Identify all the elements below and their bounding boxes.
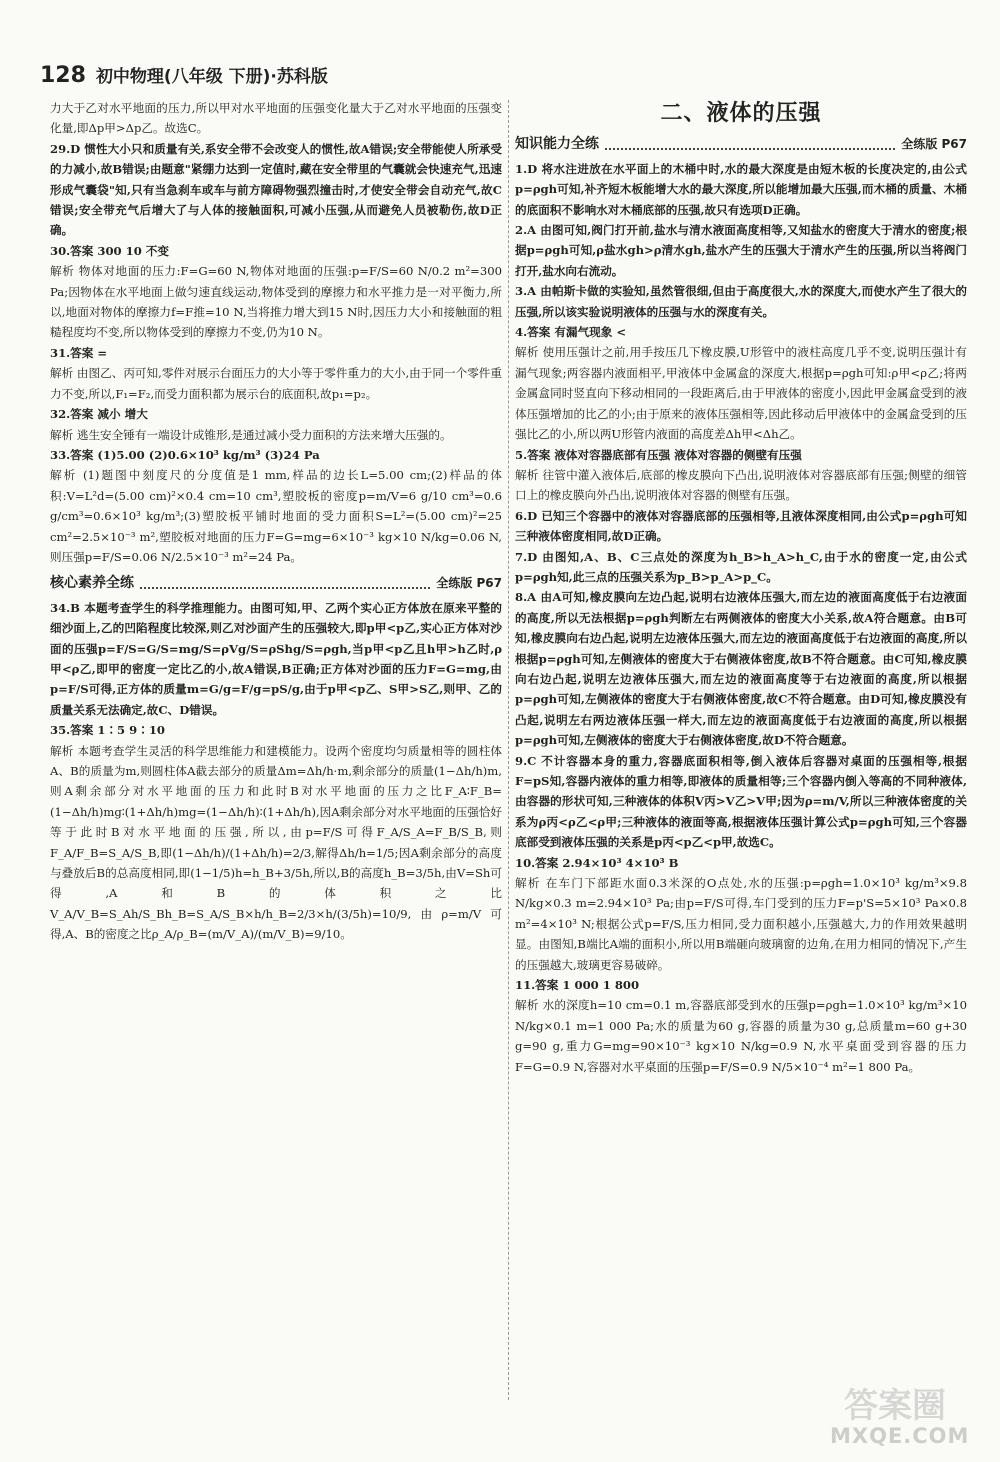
- solution-text: 解析 使用压强计之前,用手按压几下橡皮膜,U形管中的液柱高度几乎不变,说明压强计有漏气现象;两容器内液面相平,甲液体中金属盒的深度大,根据p=ρgh可知:ρ甲<ρ乙;将两金属盒同时竖直向下移动相同的一段距离后,由于甲液体的密度小,因此甲金属盒受到的液体压强增加的比乙的小;由于原来的液体压强相等,因此移动后甲液体中的金属盒受到的压强比乙的小,所以两U形管内液面的高度差Δh甲<Δh乙。: [515, 345, 967, 442]
- question-answer: 32.答案 减小 增大: [50, 407, 148, 422]
- question-answer: 34.B 本题考查学生的科学推理能力。由图可知,甲、乙两个实心正方体放在原来平整的细沙面上,乙的凹陷程度比较深,则乙对沙面产生的压强较大,即p甲<p乙,实心正方体对沙面的压强p=F/S=G/S=mg/S=ρVg/S=ρShg/S=ρgh,当p甲<p乙且h甲>h乙时,ρ甲<ρ乙,即甲的密度一定比乙的小,故A错误,B正确;正方体对沙面的压力F=G=mg,由p=F/S可得,正方体的质量m=G/g=F/g=pS/g,由于p甲<p乙、S甲>S乙,则甲、乙的质量关系无法确定,故C、D错误。: [50, 600, 502, 717]
- question-answer: 6.D 已知三个容器中的液体对容器底部的压强相等,且液体深度相同,由公式p=ρgh可知三种液体密度相同,故D正确。: [515, 508, 967, 544]
- solution-text: 解析 逃生安全锤有一端设计成锥形,是通过减小受力面积的方法来增大压强的。: [50, 427, 452, 442]
- watermark-logo: [828, 1378, 978, 1450]
- question-answer: 11.答案 1 000 1 800: [515, 978, 640, 993]
- watermark-icon: 答案圈: [844, 1386, 946, 1426]
- section-page-ref: 全练版 P67: [436, 576, 502, 591]
- book-title: 初中物理(八年级 下册)·苏科版: [95, 67, 328, 87]
- watermark-text: MXQE.COM: [830, 1424, 970, 1448]
- solution-text: 解析 本题考查学生灵活的科学思维能力和建模能力。设两个密度均匀质量相等的圆柱体A、B的质量为m,则圆柱体A截去部分的质量Δm=Δh/h·m,剩余部分的质量(1−Δh/h)m,则A剩余部分对水平地面的压力和此时B对水平地面的压力之比F_A∶F_B=(1−Δh/h)mg∶(1+Δh/h)mg=(1−Δh/h)∶(1+Δh/h),因A剩余部分对水平地面的压强恰好等于此时B对水平地面的压强,所以,由p=F/S可得F_A/S_A=F_B/S_B,则F_A/F_B=S_A/S_B,即(1−Δh/h)/(1+Δh/h)=2/3,解得Δh/h=1/5;因A剩余部分的高度与叠放后B的总高度相同,即(1−1/5)h=h_B+3/5h,所以,B的高度h_B=3/5h,由V=Sh可得,A和B的体积之比V_A/V_B=S_Ah/S_Bh_B=S_A/S_B×h/h_B=2/3×h/(3/5h)=10/9,由ρ=m/V可得,A、B的密度之比ρ_A/ρ_B=(m/V_A)/(m/V_B)=9/10。: [50, 743, 502, 942]
- dotted-leader: [605, 140, 895, 150]
- question-answer: 7.D 由图知,A、B、C三点处的深度为h_B>h_A>h_C,由于水的密度一定,由公式p=ρgh知,此三点的压强关系为p_B>p_A>p_C。: [515, 549, 967, 584]
- question-answer: 33.答案 (1)5.00 (2)0.6×10³ kg/m³ (3)24 Pa: [50, 447, 320, 462]
- section-heading: [50, 573, 502, 593]
- question-answer: 2.A 由图可知,阀门打开前,盐水与清水液面高度相等,又知盐水的密度大于清水的密度;根据p=ρgh可知,ρ盐水gh>ρ清水gh,盐水产生的压强大于清水产生的压强,所以当将阀门打开,盐水向右流动。: [515, 223, 967, 278]
- section-title: 知识能力全练: [515, 136, 599, 153]
- question-answer: 10.答案 2.94×10³ 4×10³ B: [515, 855, 679, 870]
- page-number: 128: [40, 63, 86, 88]
- dotted-leader: [140, 579, 430, 589]
- page-header: [40, 62, 328, 92]
- question-answer: 8.A 由A可知,橡皮膜向左边凸起,说明右边液体压强大,而左边的液面高度低于右边液面的高度,所以无法根据p=ρgh判断左右两侧液体的密度大小关系,故A符合题意。由B可知,橡皮膜向右边凸起,说明左边液体压强大,而左边的液面高度低于右边液面的高度,所以根据p=ρgh可知,左侧液体的密度大于右侧液体密度,故B不符合题意。由C可知,橡皮膜向右边凸起,说明左边液体压强大,而左边的液面高度等于右边液面的高度,所以根据p=ρgh可知,左侧液体的密度大于右侧液体密度,故C不符合题意。由D可知,橡皮膜没有凸起,说明左右两边液体压强一样大,而左边的液面高度低于右边液面的高度,所以根据p=ρgh可知,左侧液体的密度大于右侧液体密度,故D不符合题意。: [515, 590, 967, 748]
- section-heading: [515, 134, 967, 154]
- question-answer: 1.D 将水注进放在水平面上的木桶中时,水的最大深度是由短木板的长度决定的,由公式p=ρgh可知,补齐短木板能增大水的最大深度,所以能增加最大压强,而木桶的质量、木桶的底面积不影响水对木桶底部的压强,故只有选项D正确。: [515, 161, 967, 217]
- question-answer: 9.C 不计容器本身的重力,容器底面积相等,倒入液体后容器对桌面的压强相等,根据F=pS知,容器内液体的重力相等,即液体的质量相等;三个容器内倒入等高的不同种液体,由容器的形状可知,三种液体的体积V丙>V乙>V甲;因为ρ=m/V,所以三种液体密度的关系为ρ丙<ρ乙<ρ甲;三种液体的液面等高,根据液体压强计算公式p=ρgh可知,三个容器底部受到液体压强的关系是p丙<p乙<p甲,故选C。: [515, 753, 967, 850]
- question-answer: 29.D 惯性大小只和质量有关,系安全带不会改变人的惯性,故A错误;安全带能使人所承受的力减小,故B错误;由题意"紧绷力达到一定值时,藏在安全带里的气囊就会快速充气,迅速形成气囊袋"知,只有当急刹车或车与前方障碍物强烈撞击时,才使安全带会自动充气,故C错误;安全带充气后增大了与人体的接触面积,可减小压强,从而避免人员被勒伤,故D正确。: [50, 141, 502, 238]
- solution-text: 解析 物体对地面的压力:F=G=60 N,物体对地面的压强:p=F/S=60 N/0.2 m²=300 Pa;因物体在水平地面上做匀速直线运动,物体受到的摩擦力和水平推力是一对平衡力,所以,地面对物体的摩擦力f=F推=10 N,当将推力增大到15 N时,因压力大小和接触面的粗糙程度均不变,所以物体受到的摩擦力不变,仍为10 N。: [50, 264, 502, 340]
- question-answer: 30.答案 300 10 不变: [50, 243, 169, 258]
- solution-text: 力大于乙对水平地面的压力,所以甲对水平地面的压强变化量大于乙对水平地面的压强变化量,即Δp甲>Δp乙。故选C。: [50, 101, 502, 136]
- right-column: [515, 98, 967, 1077]
- solution-text: 解析 (1)题图中刻度尺的分度值是1 mm,样品的边长L=5.00 cm;(2)样品的体积:V=L²d=(5.00 cm)²×0.4 cm=10 cm³,塑胶板的密度p=m/V=6 g/10 cm³=0.6 g/cm³=0.6×10³ kg/m³;(3)塑胶板平铺时地面的受力面积S=L²=(5.00 cm)²=25 cm²=2.5×10⁻³ m²,塑胶板对地面的压力F=G=mg=6×10⁻³ kg×10 N/kg=0.06 N,则压强p=F/S=0.06 N/2.5×10⁻³ m²=24 Pa。: [50, 468, 502, 564]
- question-answer: 35.答案 1∶5 9∶10: [50, 723, 165, 738]
- solution-text: 解析 由图乙、丙可知,零件对展示台面压力的大小等于零件重力的大小,由于同一个零件重力不变,所以,F₁=F₂,而受力面积都为展示台的底面积,故p₁=p₂。: [50, 366, 502, 401]
- chapter-title: 二、液体的压强: [660, 101, 822, 126]
- question-answer: 31.答案 =: [50, 345, 108, 360]
- column-divider: [508, 100, 509, 1400]
- left-column: [50, 98, 502, 945]
- solution-text: 解析 往管中灌入液体后,底部的橡皮膜向下凸出,说明液体对容器底部有压强;侧壁的细管口上的橡皮膜向外凸出,说明液体对容器的侧壁有压强。: [515, 467, 967, 503]
- solution-text: 解析 水的深度h=10 cm=0.1 m,容器底部受到水的压强p=ρgh=1.0×10³ kg/m³×10 N/kg×0.1 m=1 000 Pa;水的质量为60 g,容器的质量为30 g,总质量m=60 g+30 g=90 g,重力G=mg=90×10⁻³ kg×10 N/kg=0.9 N,水平桌面受到容器的压力F=G=0.9 N,容器对水平桌面的压强p=F/S=0.9 N/5×10⁻⁴ m²=1 800 Pa。: [515, 998, 967, 1074]
- solution-text: 解析 在车门下部距水面0.3米深的O点处,水的压强:p=ρgh=1.0×10³ kg/m³×9.8 N/kg×0.3 m=2.94×10³ Pa;由p=F/S可得,车门受到的压力F=p'S=5×10³ Pa×0.8 m²=4×10³ N;根据公式p=F/S,压力相同,受力面积越小,压强越大,力的作用效果越明显。由图知,B端比A端的面积小,所以用B端砸向玻璃窗的边角,在用力相同的情况下,产生的压强越大,玻璃更容易破碎。: [515, 876, 967, 972]
- question-answer: 5.答案 液体对容器底部有压强 液体对容器的侧壁有压强: [515, 447, 802, 462]
- section-title: 核心素养全练: [50, 575, 134, 592]
- question-answer: 4.答案 有漏气现象 <: [515, 325, 627, 340]
- question-answer: 3.A 由帕斯卡做的实验知,虽然管很细,但由于高度很大,水的深度大,而使水产生了很大的压强,所以该实验说明液体的压强与水的深度有关。: [515, 284, 967, 319]
- section-page-ref: 全练版 P67: [901, 137, 967, 152]
